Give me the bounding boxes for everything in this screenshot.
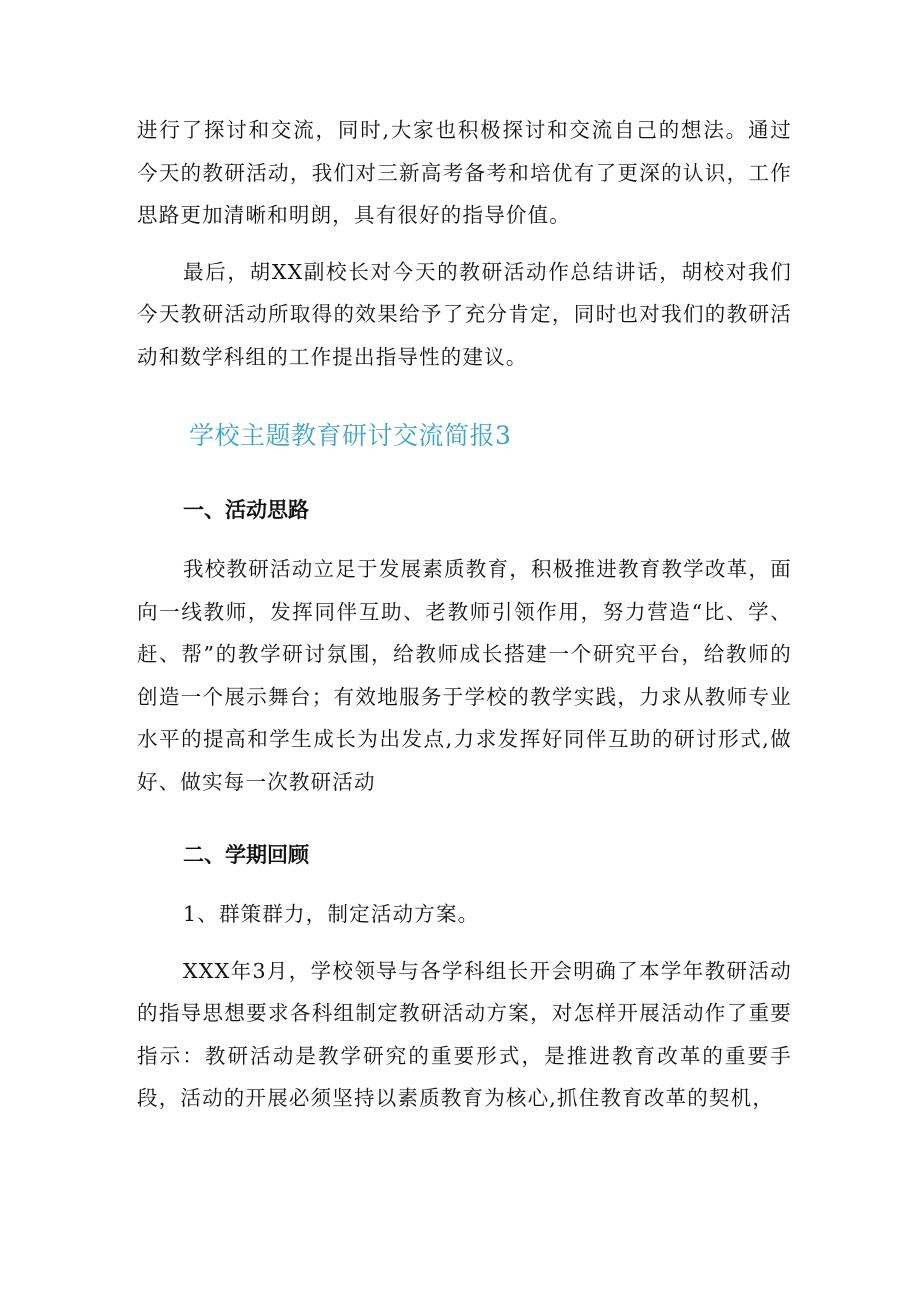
body-paragraph-1: 进行了探讨和交流，同时,大家也积极探讨和交流自己的想法。通过今天的教研活动，我们对三新高考备考和培优有了更深的认识，工作思路更加清晰和明朗，具有很好的指导价值。 bbox=[137, 118, 792, 227]
section-heading-semester-review: 二、学期回顾 bbox=[183, 843, 309, 867]
list-item-1: 1、群策群力，制定活动方案。 bbox=[183, 902, 480, 926]
section-heading-activity-idea: 一、活动思路 bbox=[183, 498, 309, 522]
section-1-paragraph: 我校教研活动立足于发展素质教育，积极推进教育教学改革，面向一线教师，发挥同伴互助、老教师引领作用，努力营造“比、学、赶、帮”的教学研讨氛围，给教师成长搭建一个研究平台，给教师的创造一个展示舞台；有效地服务于学校的教学实践，力求从教师专业水平的提高和学生成长为出发点,力求发挥好同伴互助的研讨形式,做好、做实每一次教研活动 bbox=[137, 557, 792, 794]
list-item-1-paragraph: XXX年3月，学校领导与各学科组长开会明确了本学年教研活动的指导思想要求各科组制定教研活动方案，对怎样开展活动作了重要指示：教研活动是教学研究的重要形式，是推进教育改革的重要手段，活动的开展必须坚持以素质教育为核心,抓住教育改革的契机， bbox=[137, 958, 792, 1110]
document-title: 学校主题教育研讨交流简报3 bbox=[189, 421, 512, 450]
body-paragraph-2: 最后，胡XX副校长对今天的教研活动作总结讲话，胡校对我们今天教研活动所取得的效果给予了充分肯定，同时也对我们的教研活动和数学科组的工作提出指导性的建议。 bbox=[137, 259, 792, 369]
